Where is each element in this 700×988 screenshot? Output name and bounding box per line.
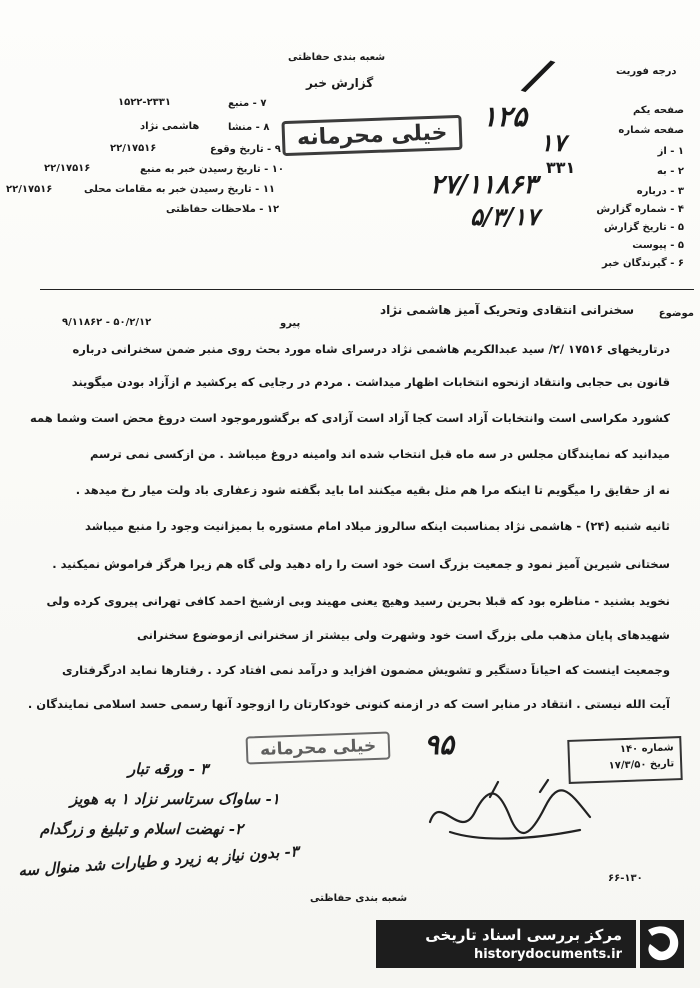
to-label: ۲ - به: [656, 166, 684, 177]
received-label: ۱۰ - تاریخ رسیدن خبر به منبع: [140, 164, 284, 175]
attachment-label: ۵ - پیوست: [632, 240, 684, 251]
urgency-label: درجه فوریت: [616, 66, 677, 77]
subject-text: سخنرانی انتقادی وتحریک آمیز هاشمی نژاد: [380, 303, 635, 317]
handwritten-to: ۱۷: [540, 128, 566, 157]
date-value: ۲۲/۱۷۵۱۶: [110, 143, 157, 154]
body-line: وجمعیت اینست که احیاناً دستگیر و تشویش مضمون افزاید و درآمد نمی افتاد کرد . رفتارها نماید ادرگرفتاری: [62, 663, 670, 677]
body-line: قانون بی حجابی وانتقاد ازنحوه انتخابات اظهار میداشت . مردم در رجایی که یرکشید م ازآزاد بودن میگویند: [71, 375, 670, 389]
signature: [420, 772, 600, 852]
bottom-stamp-number: ۹۵: [424, 728, 455, 761]
handwriting-line-2: ۱- ساواک سرتاسر نزاد ۱ به هویز: [70, 790, 280, 808]
body-line: نه از حقایق را میگویم تا اینکه مرا هم مثل بقیه میکنند اما باید بگفته شود زعفاری باد ولت میار رخ میدهد .: [75, 483, 670, 497]
recipients-label: ۶ - گیرندگان خبر: [602, 258, 684, 269]
from-label: ۱ - از: [657, 146, 684, 157]
source-label: ۷ - منبع: [228, 98, 267, 109]
footer-classification: شعبه بندی حفاظتی: [310, 893, 408, 904]
report-title: گزارش خبر: [306, 76, 374, 90]
date-label: ۹ - تاریخ وقوع: [210, 144, 281, 155]
page-first-label: صفحه یکم: [632, 105, 684, 116]
reference-label: پیرو: [280, 318, 301, 329]
report-date-label: ۵ - تاریخ گزارش: [604, 222, 684, 233]
header-divider: [40, 289, 694, 290]
source-value: ۱۵۲۲-۲۳۳۱: [118, 97, 171, 108]
brand-name: مرکز بررسی اسناد تاریخی: [425, 926, 622, 944]
body-line: درتاریخهای ۱۷۵۱۶ /۲/ سید عبدالکریم هاشمی نژاد درسرای شاه مورد بحث روی منبر ضمن سخنرانی درباره: [72, 342, 670, 356]
notes-label: ۱۲ - ملاحظات حفاظتی: [166, 204, 280, 215]
classification-title: شعبه بندی حفاظتی: [288, 52, 386, 63]
body-line: کشورد مکراسی است وانتخابات آزاد است کجا آزاد است آزادی که برگشورموجود است دروغ محض است وشما همه: [30, 411, 670, 425]
local-date-value: ۲۲/۱۷۵۱۶: [6, 184, 53, 195]
secret-stamp: خیلی محرمانه: [281, 115, 463, 156]
brand-banner: [376, 920, 636, 968]
body-line: آیت الله نیستی . انتقاد در منابر است که در ازمنه کنونی خودکارتان را ازوجود آنها رسمی حسد اسلامی نمایندگان .: [27, 697, 670, 711]
received-value: ۲۲/۱۷۵۱۶: [44, 163, 91, 174]
date-stamp-number: شماره ۱۴۰: [619, 742, 674, 756]
body-line: سختانی شیرین آمیز نمود و جمعیت بزرگ است خود است را راه دهید ولی گاه هم زیرا هرگز فراموش نمیکنید .: [52, 557, 670, 571]
handwritten-about: ۳۳۱: [546, 158, 576, 177]
date-stamp-date: تاریخ ۱۷/۳/۵۰: [608, 758, 675, 772]
agent-value: هاشمی نژاد: [140, 121, 200, 132]
body-line: نخوید بشنید - مناظره بود که قبلا بحرین رسید وهیچ یعنی مهیند وبی ازشیخ احمد کافی تهرانی پیروی کرده ولی: [46, 594, 670, 608]
handwriting-line-1: ۳ - ورقه تبار: [128, 760, 209, 778]
handwriting-line-3: ۲- نهضت اسلام و تبلیغ و زرگدام: [40, 820, 244, 838]
brand-logo-icon: [640, 920, 684, 968]
handwriting-line-4: ۳- بدون نیاز به زیرد و طیارات شد منوال سه: [17, 842, 300, 880]
form-number: ۶۶-۱۳۰: [608, 873, 643, 884]
page-number-label: صفحه شماره: [618, 125, 684, 136]
agent-label: ۸ - منشا: [228, 122, 270, 133]
brand-url: historydocuments.ir: [473, 947, 622, 962]
handwritten-from: ۱۲۵: [482, 100, 528, 133]
subject-label: موضوع: [658, 308, 694, 319]
report-number-label: ۴ - شماره گزارش: [596, 204, 684, 215]
report-number-value: ۲۷/۱۱۸۶۳: [430, 170, 538, 200]
local-date-label: ۱۱ - تاریخ رسیدن خبر به مقامات محلی: [84, 184, 276, 195]
bottom-secret-stamp: خیلی محرمانه: [246, 731, 391, 764]
body-line: شهیدهای پایان مذهب ملی بزرگ است خود وشهرت ولی بیشتر از سخنرانی ازموضوع سخنرانی: [137, 628, 670, 642]
body-line: میدانید که نمایندگان مجلس در سه ماه قبل انتخاب شده اند وامینه دروغ میباشد . من ازکسی نمی ترسم: [89, 447, 670, 461]
report-date-value: ۵/۳/۱۷: [470, 202, 540, 231]
reference-value: ۹/۱۱۸۶۲ - ۵۰/۲/۱۲: [62, 317, 152, 328]
about-label: ۳ - درباره: [636, 186, 684, 197]
urgency-mark: /: [522, 46, 555, 104]
body-line: ثانیه شنبه (۲۴) - هاشمی نژاد بمناسبت اینکه سالروز میلاد امام مستوره با بمیزانیت وجود را منبع میباشد: [85, 519, 670, 533]
